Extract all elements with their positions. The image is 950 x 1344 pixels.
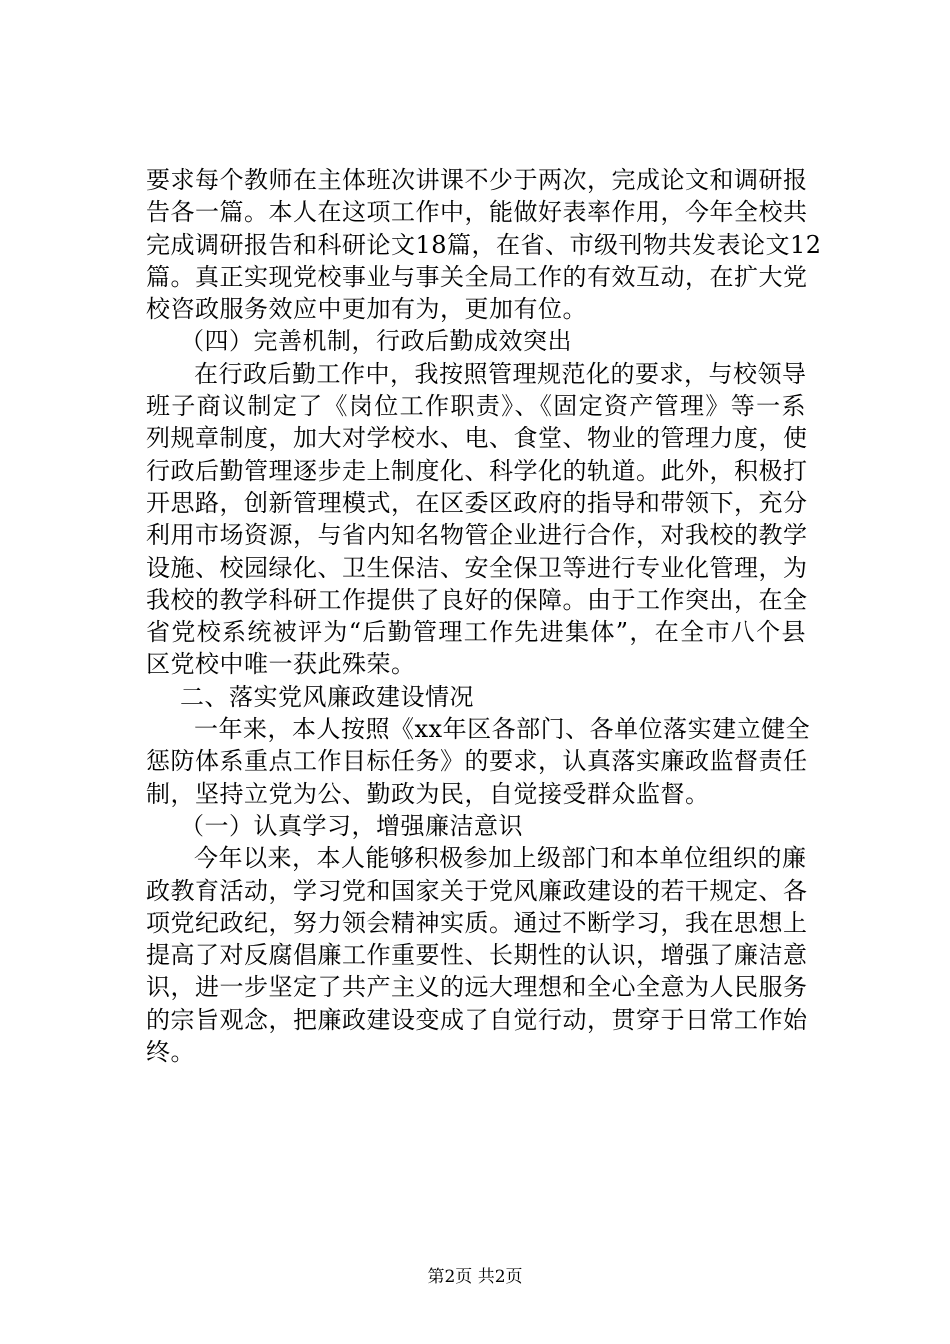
text-line: （一）认真学习，增强廉洁意识: [180, 811, 523, 840]
text-line: （四）完善机制，行政后勤成效突出: [180, 327, 572, 356]
section-heading: [146, 325, 806, 357]
text-line: 项党纪政纪，努力领会精神实质。通过不断学习，我在思想上: [146, 908, 808, 937]
text-line: 一年来，本人按照《xx年区各部门、各单位落实建立健全: [194, 715, 811, 744]
text-line: 列规章制度，加大对学校水、电、食堂、物业的管理力度，使: [146, 424, 808, 453]
text-line: 篇。真正实现党校事业与事关全局工作的有效互动，在扩大党: [146, 262, 808, 291]
section-heading: [146, 681, 806, 713]
paragraph: [146, 164, 822, 325]
text-line: 我校的教学科研工作提供了良好的保障。由于工作突出，在全: [146, 585, 808, 614]
paragraph: [146, 842, 806, 1068]
text-line: 识，进一步坚定了共产主义的远大理想和全心全意为人民服务: [146, 973, 808, 1002]
text-line: 设施、校园绿化、卫生保洁、安全保卫等进行专业化管理，为: [146, 553, 808, 582]
text-line: 区党校中唯一获此殊荣。: [146, 650, 416, 679]
text-line: 终。: [146, 1038, 195, 1067]
text-line: 二、落实党风廉政建设情况: [180, 682, 474, 711]
text-line: 制，坚持立党为公、勤政为民，自觉接受群众监督。: [146, 779, 710, 808]
page-footer: 第2页 共2页: [427, 1267, 523, 1287]
text-line: 提高了对反腐倡廉工作重要性、长期性的认识，增强了廉洁意: [146, 941, 808, 970]
text-line: 的宗旨观念，把廉政建设变成了自觉行动，贯穿于日常工作始: [146, 1005, 808, 1034]
paragraph: [146, 713, 811, 810]
text-line: 政教育活动，学习党和国家关于党风廉政建设的若干规定、各: [146, 876, 808, 905]
text-line: 完成调研报告和科研论文18篇，在省、市级刊物共发表论文12: [146, 230, 822, 259]
text-line: 省党校系统被评为“后勤管理工作先进集体”，在全市八个县: [146, 618, 806, 647]
text-line: 行政后勤管理逐步走上制度化、科学化的轨道。此外，积极打: [146, 456, 808, 485]
document-body: [146, 164, 822, 1068]
paragraph: [146, 358, 806, 681]
text-line: 开思路，创新管理模式，在区委区政府的指导和带领下，充分: [146, 488, 808, 517]
text-line: 利用市场资源，与省内知名物管企业进行合作，对我校的教学: [146, 521, 808, 550]
text-line: 今年以来，本人能够积极参加上级部门和本单位组织的廉: [194, 844, 807, 873]
section-heading: [146, 810, 806, 842]
text-line: 校咨政服务效应中更加有为，更加有位。: [146, 295, 587, 324]
text-line: 班子商议制定了《岗位工作职责》、《固定资产管理》等一系: [146, 392, 806, 421]
text-line: 在行政后勤工作中，我按照管理规范化的要求，与校领导: [194, 359, 807, 388]
text-line: 告各一篇。本人在这项工作中，能做好表率作用，今年全校共: [146, 198, 808, 227]
text-line: 惩防体系重点工作目标任务》的要求，认真落实廉政监督责任: [146, 747, 808, 776]
text-line: 要求每个教师在主体班次讲课不少于两次，完成论文和调研报: [146, 166, 808, 194]
